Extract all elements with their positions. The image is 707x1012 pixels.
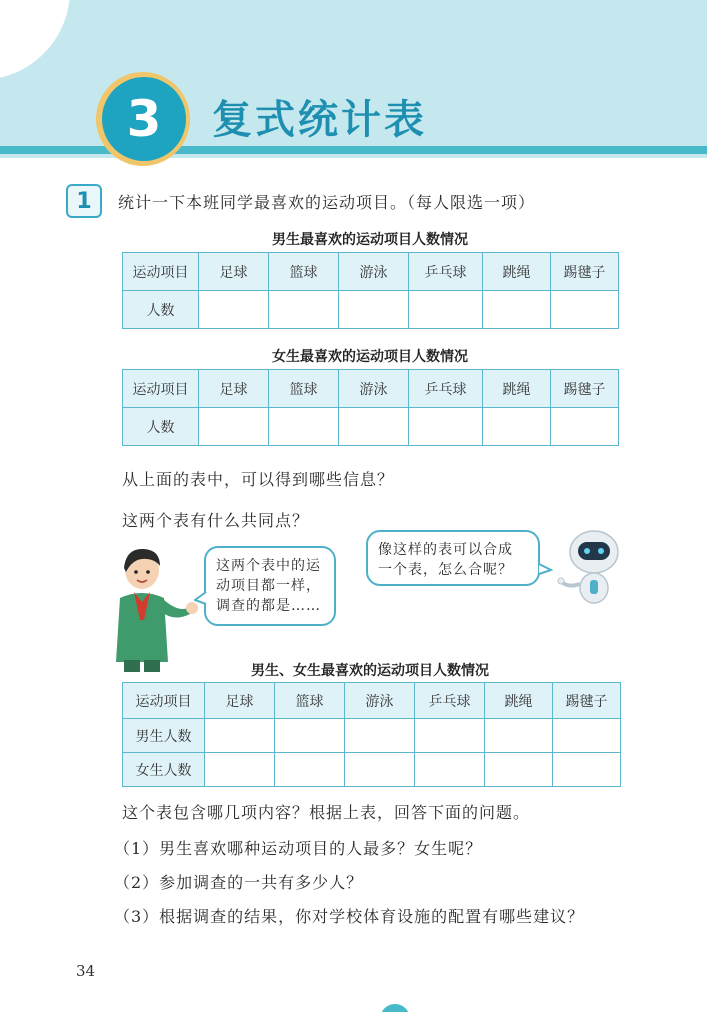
table-header-cell: 踢毽子 [551,253,619,291]
table-cell [269,291,339,329]
bubble-line: 动项目都一样， [216,578,321,594]
table-combined-title: 男生、女生最喜欢的运动项目人数情况 [251,663,489,679]
table-row [123,291,619,329]
bubble-line: 调查的都是…… [216,598,321,614]
table-cell [275,719,345,753]
table-row [123,753,621,787]
table-header-cell: 踢毽子 [553,683,621,719]
question-text: 统计一下本班同学最喜欢的运动项目。（每人限选一项） [118,193,536,212]
table-row-label: 人数 [123,291,199,329]
question-number-badge: 1 [66,184,102,218]
table-cell [345,753,415,787]
table-cell [483,291,551,329]
table-cell [275,753,345,787]
table-cell [553,753,621,787]
table-cell [485,753,553,787]
table-header-cell: 足球 [205,683,275,719]
table-cell [269,408,339,446]
prompt-contents: 这个表包含哪几项内容？根据上表，回答下面的问题。 [122,803,531,822]
chapter-title: 复式统计表 [212,97,427,143]
table-header-cell: 足球 [199,370,269,408]
table-cell [205,719,275,753]
table-row [123,408,619,446]
table-combined-header-row [123,683,621,719]
table-row-label: 人数 [123,408,199,446]
table-header-cell: 乒乓球 [415,683,485,719]
prompt-common: 这两个表有什么共同点？ [122,511,310,530]
table-header-cell: 篮球 [269,370,339,408]
table-boys-title: 男生最喜欢的运动项目人数情况 [272,232,468,248]
robot-bubble-tail [537,562,553,576]
table-header-cell: 游泳 [345,683,415,719]
table-cell [339,291,409,329]
table-cell [415,753,485,787]
bottom-decoration [380,1004,410,1012]
bubble-line: 像这样的表可以合成 [378,542,513,558]
table-boys [122,252,619,329]
table-cell [415,719,485,753]
table-girls [122,369,619,446]
table-cell [409,408,483,446]
prompt-info: 从上面的表中，可以得到哪些信息？ [122,470,395,489]
header-corner-cutout [0,0,70,80]
boy-student-illustration [112,542,202,672]
table-header-cell: 跳绳 [483,253,551,291]
table-girls-title: 女生最喜欢的运动项目人数情况 [272,349,468,365]
bubble-line: 一个表，怎么合呢？ [378,562,513,578]
table-header-cell: 运动项目 [123,253,199,291]
table-cell [345,719,415,753]
table-header-cell: 跳绳 [485,683,553,719]
robot-speech-bubble [366,530,540,586]
bubble-line: 这两个表中的运 [216,558,321,574]
table-header-cell: 运动项目 [123,370,199,408]
table-combined [122,682,621,787]
table-cell [551,291,619,329]
table-cell [339,408,409,446]
table-header-cell: 游泳 [339,370,409,408]
table-cell [199,408,269,446]
table-header-cell: 篮球 [275,683,345,719]
page-number: 34 [76,962,96,980]
table-cell [551,408,619,446]
robot-illustration [556,528,626,606]
table-cell [409,291,483,329]
table-header-cell: 篮球 [269,253,339,291]
table-header-cell: 乒乓球 [409,370,483,408]
table-cell [205,753,275,787]
table-row [123,719,621,753]
boy-speech-bubble [204,546,336,626]
table-row-label: 女生人数 [123,753,205,787]
boy-bubble-tail [194,590,208,606]
sub-question-2: （2）参加调查的一共有多少人？ [114,873,364,892]
table-header-cell: 乒乓球 [409,253,483,291]
table-cell [483,408,551,446]
sub-question-1: （1）男生喜欢哪种运动项目的人最多？女生呢？ [114,839,483,858]
table-header-cell: 游泳 [339,253,409,291]
table-cell [199,291,269,329]
table-girls-header-row [123,370,619,408]
chapter-number: 3 [102,77,186,161]
sub-question-3: （3）根据调查的结果，你对学校体育设施的配置有哪些建议？ [114,907,585,926]
table-cell [485,719,553,753]
table-boys-header-row [123,253,619,291]
table-row-label: 男生人数 [123,719,205,753]
table-header-cell: 踢毽子 [551,370,619,408]
table-header-cell: 足球 [199,253,269,291]
table-header-cell: 跳绳 [483,370,551,408]
table-header-cell: 运动项目 [123,683,205,719]
table-cell [553,719,621,753]
